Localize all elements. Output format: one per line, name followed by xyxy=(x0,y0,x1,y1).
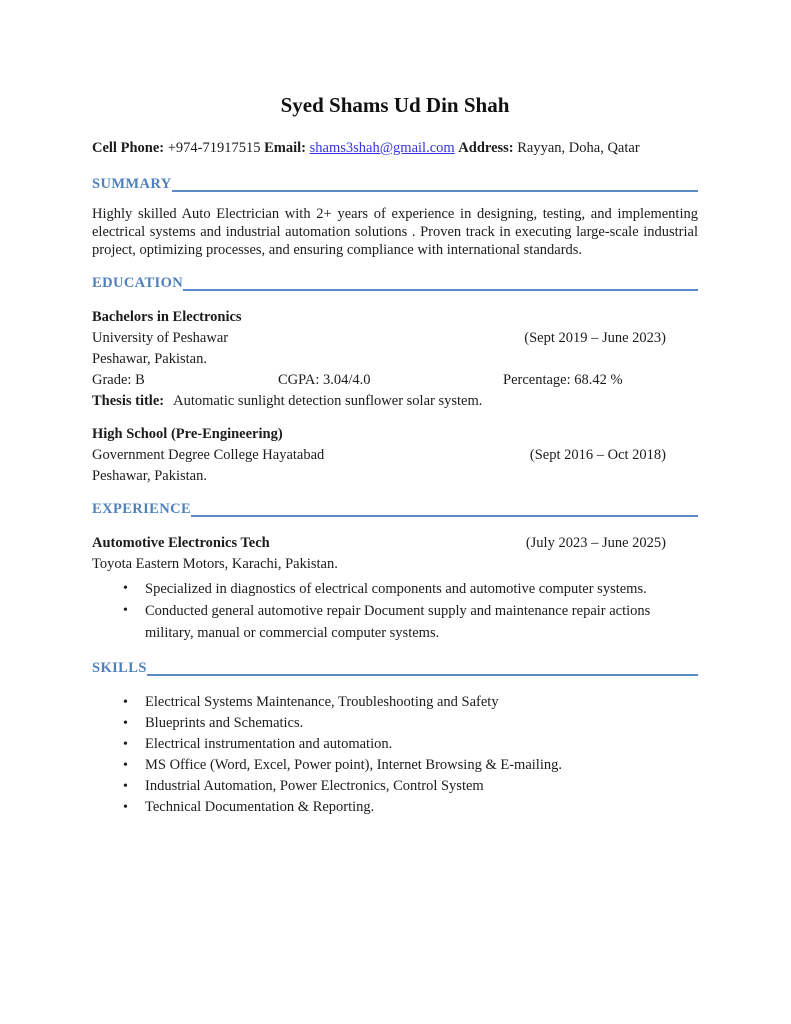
experience-bullets xyxy=(92,578,698,644)
bullet-icon: • xyxy=(123,758,128,773)
contact-address-label: Address: xyxy=(458,140,514,156)
skill-text: Electrical Systems Maintenance, Troubleshooting and Safety xyxy=(145,694,499,710)
entry-location: Peshawar, Pakistan. xyxy=(92,468,207,484)
grade-value: Grade: B xyxy=(92,372,145,388)
summary-section-title: SUMMARY xyxy=(92,176,172,192)
percentage-value: Percentage: 68.42 % xyxy=(503,372,623,388)
thesis-value: Automatic sunlight detection sunflower solar system. xyxy=(173,393,483,409)
skill-text: Technical Documentation & Reporting. xyxy=(145,799,375,815)
institution-name: Government Degree College Hayatabad xyxy=(92,447,325,463)
bullet-item xyxy=(92,600,698,644)
contact-line xyxy=(92,139,698,158)
degree-title: High School (Pre-Engineering) xyxy=(92,426,283,442)
bullet-icon: • xyxy=(123,603,128,618)
skill-item xyxy=(92,776,698,797)
cgpa-value: CGPA: 3.04/4.0 xyxy=(278,372,371,388)
bullet-icon: • xyxy=(123,800,128,815)
skills-list xyxy=(92,692,698,818)
skill-text: Blueprints and Schematics. xyxy=(145,715,304,731)
entry-dates: (Sept 2016 – Oct 2018) xyxy=(529,447,666,463)
skill-text: MS Office (Word, Excel, Power point), Internet Browsing & E-mailing. xyxy=(145,757,562,773)
email-link[interactable]: shams3shah@gmail.com xyxy=(309,140,455,156)
education-entry-bachelors xyxy=(92,307,698,412)
skill-item xyxy=(92,734,698,755)
entry-location: Peshawar, Pakistan. xyxy=(92,351,207,367)
section-heading-education xyxy=(92,274,698,293)
contact-cell-label: Cell Phone: xyxy=(92,140,165,156)
bullet-icon: • xyxy=(123,779,128,794)
summary-text: Highly skilled Auto Electrician with 2+ years of experience in designing, testing, and implementing electrical systems and industrial automation solutions . Proven track in executing large-scale industrial project, optimizing processes, and ensuring compliance with international standards. xyxy=(92,206,698,258)
entry-dates: (Sept 2019 – June 2023) xyxy=(524,330,666,346)
experience-entry xyxy=(92,533,698,644)
bullet-item xyxy=(92,578,698,600)
thesis-row xyxy=(92,391,698,412)
degree-title: Bachelors in Electronics xyxy=(92,309,242,325)
skill-text: Industrial Automation, Power Electronics, Control System xyxy=(145,778,484,794)
bullet-icon: • xyxy=(123,581,128,596)
section-rule xyxy=(183,289,698,291)
section-heading-skills xyxy=(92,659,698,678)
bullet-text: Conducted general automotive repair Document supply and maintenance repair actions military, manual or commercial computer systems. xyxy=(145,603,651,641)
company-name: Toyota Eastern Motors, Karachi, Pakistan. xyxy=(92,556,338,572)
education-entry-highschool xyxy=(92,424,698,487)
section-rule xyxy=(147,674,698,676)
section-heading-summary xyxy=(92,175,698,194)
skill-item xyxy=(92,797,698,818)
contact-address-value: Rayyan, Doha, Qatar xyxy=(517,140,640,156)
role-title: Automotive Electronics Tech xyxy=(92,535,270,551)
institution-name: University of Peshawar xyxy=(92,330,229,346)
bullet-text: Specialized in diagnostics of electrical components and automotive computer systems. xyxy=(145,581,647,597)
skill-item xyxy=(92,713,698,734)
skill-item xyxy=(92,692,698,713)
grade-row xyxy=(92,370,698,391)
education-section-title: EDUCATION xyxy=(92,275,184,291)
experience-section-title: EXPERIENCE xyxy=(92,501,192,517)
contact-cell-value: +974-71917515 xyxy=(167,140,261,156)
contact-email-label: Email: xyxy=(264,140,306,156)
entry-dates: (July 2023 – June 2025) xyxy=(525,535,666,551)
bullet-icon: • xyxy=(123,737,128,752)
page-title: Syed Shams Ud Din Shah xyxy=(280,93,510,117)
skill-text: Electrical instrumentation and automation. xyxy=(145,736,393,752)
thesis-label: Thesis title: xyxy=(92,393,165,409)
section-rule xyxy=(191,515,698,517)
section-heading-experience xyxy=(92,500,698,519)
skill-item xyxy=(92,755,698,776)
bullet-icon: • xyxy=(123,695,128,710)
skills-section-title: SKILLS xyxy=(92,660,147,676)
bullet-icon: • xyxy=(123,716,128,731)
section-rule xyxy=(172,190,698,192)
